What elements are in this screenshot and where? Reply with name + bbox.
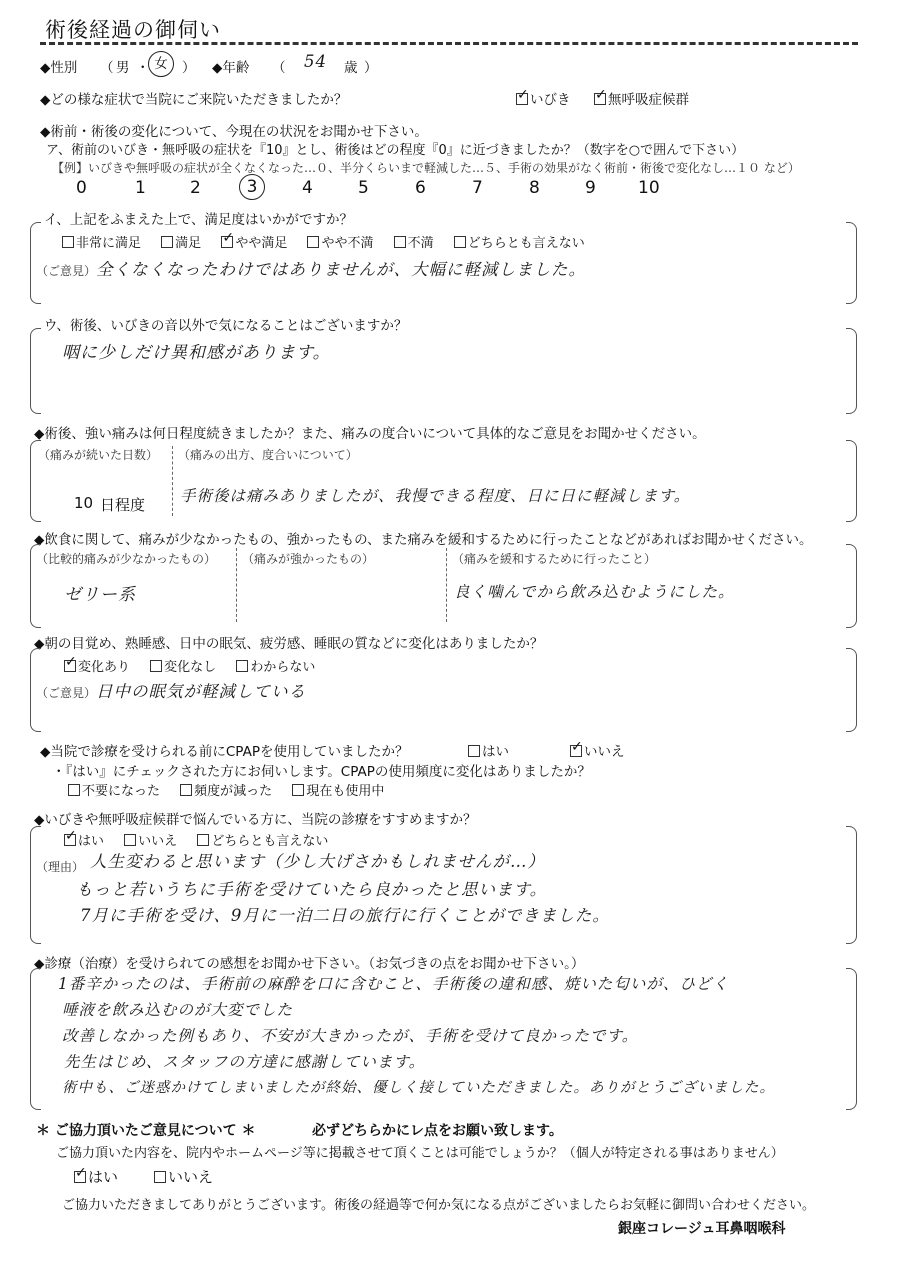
q3-option-somewhat-dissatisfied[interactable]: やや不満 <box>307 232 373 251</box>
checkbox-icon <box>468 745 480 757</box>
q9-reason-line-3[interactable]: 7月に手術を受け、9月に一泊二日の旅行に行くことができました。 <box>80 906 610 925</box>
q3-option-dissatisfied[interactable]: 不満 <box>394 232 434 251</box>
q5-days-label: （痛みが続いた日数） <box>38 448 159 462</box>
q4-bracket-left <box>30 328 41 414</box>
scale-6[interactable]: 6 <box>415 178 426 198</box>
checkbox-icon <box>64 834 76 846</box>
q6-col2-label: （痛みが強かったもの） <box>242 552 375 566</box>
q3-answer[interactable]: 全くなくなったわけではありませんが、大幅に軽減しました。 <box>96 260 586 279</box>
scale-0[interactable]: 0 <box>76 178 87 198</box>
q8-text: ◆当院で診療を受けられる前にCPAPを使用していましたか？ <box>40 744 409 760</box>
checkbox-icon <box>74 1171 86 1183</box>
scale-9[interactable]: 9 <box>585 178 596 198</box>
q8-option-yes[interactable]: はい <box>468 740 509 760</box>
checkbox-icon <box>454 236 466 248</box>
checkbox-icon <box>197 834 209 846</box>
q10-bracket-right <box>846 968 857 1110</box>
scale-3-selected[interactable]: 3 <box>239 174 265 200</box>
q9-option-yes[interactable]: ✓はい <box>64 830 104 849</box>
q10-line-3[interactable]: 改善しなかった例もあり、不安が大きかったが、手術を受けて良かったです。 <box>62 1027 639 1045</box>
checkbox-icon <box>150 660 162 672</box>
q2-example: 【例】いびきや無呼吸の症状が全くなくなった…０、半分くらいまで軽減した…５、手術の効果がなく術前・術後で変化なし…１０ など） <box>52 161 800 175</box>
q5-days-value[interactable]: 10 <box>74 494 94 512</box>
q5-answer[interactable]: 手術後は痛みありましたが、我慢できる程度、日に日に軽減します。 <box>180 487 691 505</box>
checkbox-icon <box>64 660 76 672</box>
q10-line-2[interactable]: 唾液を飲み込むのが大変でした <box>62 1001 294 1019</box>
gender-label: ◆性別 <box>40 60 78 76</box>
clinic-name: 銀座コレージュ耳鼻咽喉科 <box>618 1221 786 1237</box>
q3-opinion-label: （ご意見） <box>36 264 97 278</box>
footer-option-no[interactable]: いいえ <box>154 1166 213 1187</box>
q8-sub-option-unneeded[interactable]: 不要になった <box>68 780 160 799</box>
q6-col1-label: （比較的痛みが少なかったもの） <box>36 552 217 566</box>
q1-option-snoring[interactable]: ✓ いびき <box>516 88 571 108</box>
gender-close: ） <box>182 60 196 76</box>
q5-days-unit: 日程度 <box>100 496 146 514</box>
checkbox-icon <box>394 236 406 248</box>
q10-line-1[interactable]: 1番辛かったのは、手術前の麻酔を口に含むこと、手術後の違和感、焼いた匂いが、ひどく <box>58 975 729 993</box>
page-title: 術後経過の御伺い <box>45 18 221 42</box>
q9-reason-label: （理由） <box>36 860 85 874</box>
q5-column-divider <box>172 446 173 516</box>
q1-text: ◆どの様な症状で当院にご来院いただきましたか？ <box>40 92 348 108</box>
q6-col3-label: （痛みを緩和するために行ったこと） <box>452 552 657 566</box>
checkbox-icon <box>570 745 582 757</box>
footer-option-yes[interactable]: ✓はい <box>74 1166 118 1187</box>
q5-bracket-right <box>846 440 857 522</box>
q8-option-no[interactable]: ✓ いいえ <box>570 740 625 760</box>
q9-option-neutral[interactable]: どちらとも言えない <box>197 830 328 849</box>
scale-1[interactable]: 1 <box>135 178 146 198</box>
footer-heading-2: 必ずどちらかにレ点をお願い致します。 <box>312 1123 563 1139</box>
checkbox-icon <box>516 93 528 105</box>
q10-line-5[interactable]: 術中も、ご迷惑かけてしまいましたが終始、優しく接していただきました。ありがとうございました。 <box>62 1080 775 1096</box>
q10-text: ◆診療（治療）を受けられての感想をお聞かせ下さい。（お気づきの点をお聞かせ下さい。） <box>34 956 585 972</box>
q6-column-divider-1 <box>236 548 237 622</box>
q6-text: ◆飲食に関して、痛みが少なかったもの、強かったもの、また痛みを緩和するために行ったことなどがあればお聞かせください。 <box>34 532 813 548</box>
footer-question: ご協力頂いた内容を、院内やホームページ等に掲載させて頂くことは可能でしょうか？（個人が特定される事はありません） <box>56 1146 784 1161</box>
q3-text: イ、上記をふまえた上で、満足度はいかがですか？ <box>44 212 354 228</box>
age-label: ◆年齢 <box>212 60 250 76</box>
checkbox-icon <box>221 236 233 248</box>
q6-bracket-right <box>846 544 857 628</box>
q7-bracket-right <box>846 648 857 732</box>
checkbox-icon <box>180 784 192 796</box>
q10-line-4[interactable]: 先生はじめ、スタッフの方達に感謝しています。 <box>64 1053 426 1071</box>
age-close: ） <box>364 60 378 76</box>
q3-options <box>62 232 601 251</box>
q3-bracket-right <box>846 222 857 304</box>
q7-option-no-change[interactable]: 変化なし <box>150 656 216 675</box>
title-divider <box>40 42 858 45</box>
q9-bracket-right <box>846 826 857 944</box>
q1-option-apnea[interactable]: ✓ 無呼吸症候群 <box>594 88 689 108</box>
checkbox-icon <box>68 784 80 796</box>
q2-sub-a: ア、術前のいびき・無呼吸の症状を『10』とし、術後はどの程度『0』に近づきましたか？（数字を○で囲んで下さい） <box>46 143 745 158</box>
gender-dot: ・ <box>136 60 150 76</box>
q6-col3-answer[interactable]: 良く噛んでから飲み込むようにした。 <box>454 583 735 601</box>
q8-sub-option-still-using[interactable]: 現在も使用中 <box>292 780 384 799</box>
checkbox-icon <box>594 93 606 105</box>
q2-text: ◆術前・術後の変化について、今現在の状況をお聞かせ下さい。 <box>40 124 428 140</box>
q3-option-very-satisfied[interactable]: 非常に満足 <box>62 232 141 251</box>
q9-reason-line-1[interactable]: 人生変わると思います（少し大げさかもしれませんが…） <box>90 852 545 871</box>
checkbox-icon <box>236 660 248 672</box>
checkbox-icon <box>124 834 136 846</box>
q5-degree-label: （痛みの出方、度合いについて） <box>178 448 358 462</box>
q7-option-changed[interactable]: ✓変化あり <box>64 656 130 675</box>
q8-sub-option-reduced[interactable]: 頻度が減った <box>180 780 272 799</box>
age-open: （ <box>272 60 286 76</box>
q6-column-divider-2 <box>446 548 447 622</box>
checkbox-icon <box>62 236 74 248</box>
checkbox-icon <box>161 236 173 248</box>
scale-7[interactable]: 7 <box>472 178 483 198</box>
q7-text: ◆朝の目覚め、熟睡感、日中の眠気、疲労感、睡眠の質などに変化はありましたか？ <box>34 636 544 652</box>
q9-options <box>64 830 344 849</box>
checkbox-icon <box>154 1171 166 1183</box>
scale-2[interactable]: 2 <box>190 178 201 198</box>
q3-option-neutral[interactable]: どちらとも言えない <box>454 232 585 251</box>
footer-thanks: ご協力いただきましてありがとうございます。術後の経過等で何か気になる点がございましたらお気軽に御問い合わせください。 <box>62 1198 815 1213</box>
gender-female[interactable]: 女 <box>148 51 174 77</box>
q9-option-no[interactable]: いいえ <box>124 830 177 849</box>
scale-4[interactable]: 4 <box>302 178 313 198</box>
q7-option-unknown[interactable]: わからない <box>236 656 315 675</box>
q7-options <box>64 656 331 675</box>
q7-opinion-label: （ご意見） <box>36 686 97 700</box>
q9-bracket-left <box>30 826 41 944</box>
gender-open: （ <box>100 60 114 76</box>
checkbox-icon <box>292 784 304 796</box>
q4-answer[interactable]: 咽に少しだけ異和感があります。 <box>62 343 331 363</box>
q7-answer[interactable]: 日中の眠気が軽減している <box>96 682 306 701</box>
q9-text: ◆いびきや無呼吸症候群で悩んでいる方に、当院の診療をすすめますか？ <box>34 812 477 828</box>
scale-5[interactable]: 5 <box>358 178 369 198</box>
q4-bracket-right <box>846 328 857 414</box>
scale-10[interactable]: 10 <box>638 178 660 198</box>
q4-text: ウ、術後、いびきの音以外で気になることはございますか？ <box>44 318 408 334</box>
q3-option-somewhat-satisfied[interactable]: ✓ やや満足 <box>221 232 287 251</box>
q5-text: ◆術後、強い痛みは何日程度続きましたか？また、痛みの度合いについて具体的なご意見をお聞かせください。 <box>34 426 706 442</box>
q8-sub-text: ・『はい』にチェックされた方にお伺いします。CPAPの使用頻度に変化はありましたか？ <box>52 764 591 780</box>
q10-bracket-left <box>30 968 41 1110</box>
q3-option-satisfied[interactable]: 満足 <box>161 232 201 251</box>
footer-heading-1: ＊ ご協力頂いたご意見について ＊ <box>36 1123 256 1139</box>
age-unit: 歳 <box>344 60 358 76</box>
age-value[interactable]: 54 <box>304 52 327 71</box>
q8-sub-options <box>68 780 400 799</box>
q9-reason-line-2[interactable]: もっと若いうちに手術を受けていたら良かったと思います。 <box>76 880 548 899</box>
q6-col1-answer[interactable]: ゼリー系 <box>64 585 136 605</box>
checkbox-icon <box>307 236 319 248</box>
scale-8[interactable]: 8 <box>529 178 540 198</box>
gender-male[interactable]: 男 <box>116 60 130 76</box>
